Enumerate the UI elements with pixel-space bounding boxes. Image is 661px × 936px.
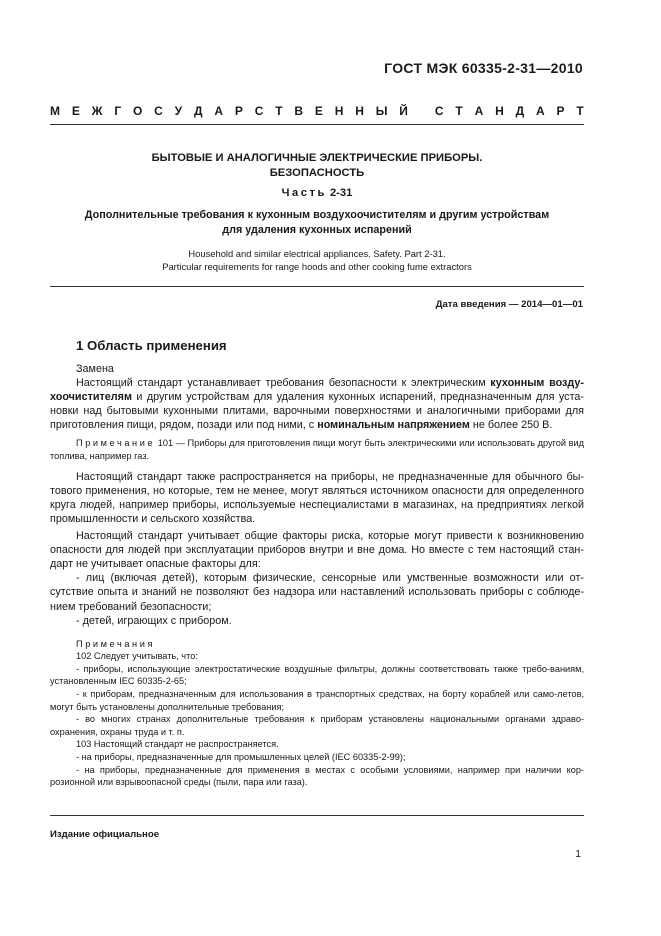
banner-letter: А — [535, 104, 545, 118]
introduction-date: Дата введения — 2014—01—01 — [435, 299, 583, 310]
official-edition-label: Издание официальное — [50, 829, 160, 840]
scope-paragraph-3: Настоящий стандарт учитывает общие факторы риска, которые могут привести к возникновению опасности для людей при эксплуатации приборов внутри и вне дома. Но вместе с тем настоящий стан-дарт не учитывает опасные факторы для: — [50, 530, 584, 571]
banner-letter: В — [294, 104, 304, 118]
english-title — [50, 247, 584, 273]
part-number: 2-31 — [329, 187, 353, 199]
subtitle-line-2: для удаления кухонных испарений — [222, 223, 412, 236]
banner-letter: Й — [399, 104, 408, 118]
section-heading: 1 Область применения — [76, 338, 227, 353]
banner-letter: Н — [334, 104, 344, 118]
note-102: 102 Следует учитывать, что: — [76, 651, 198, 662]
document-code: ГОСТ МЭК 60335-2-31—2010 — [384, 60, 583, 76]
banner-letter: Р — [234, 104, 243, 118]
banner-letter: С — [434, 104, 444, 118]
banner-letter: Ж — [91, 104, 103, 118]
banner-letter: О — [133, 104, 143, 118]
notes-block: Примечания 102 Следует учитывать, что: - приборы, использующие электростатические воздушные фильтры, должны соответствовать также требо-ваниям, установленным IEC 60335-2-65; - к приборам, предназначенным для использования в транспортных средствах, на борту кораблей или само-летов, могут быть установлены дополнительные требования; - во многих странах дополнительные требования к приборам установлены национальными органами здраво-охранения, охраны труда и т. п. 103 Настоящий стандарт не распространяется. - на приборы, предназначенные для промышленных целей (IEC 60335-2-99); - на приборы, предназначенные для применения в местах с особыми условиями, например при наличии кор-розионной или взрывоопасной среды (пыли, пара или газа). — [50, 638, 584, 788]
section-body — [50, 362, 584, 789]
note-101: Примечание 101 — Приборы для приготовления пищи могут быть электрическими или использовать другой вид топлива, например газ. — [50, 438, 584, 462]
title-line-2: БЕЗОПАСНОСТЬ — [269, 167, 365, 179]
replacement-label: Замена — [76, 363, 114, 375]
banner-letter: Е — [71, 104, 80, 118]
banner-letter: Д — [193, 104, 203, 118]
banner-letter: Т — [275, 104, 283, 118]
banner-letter: А — [474, 104, 484, 118]
title-rule — [50, 286, 584, 287]
list-item: - на приборы, предназначенные для промышленных целей (IEC 60335-2-99); — [76, 752, 406, 763]
banner-letter: Д — [515, 104, 525, 118]
list-item: - приборы, использующие электростатические воздушные фильтры, должны соответствовать также требо-ваниям, установленным IEC 60335-2-65; — [50, 663, 584, 687]
part-word: Часть — [281, 187, 327, 199]
title-line-1: БЫТОВЫЕ И АНАЛОГИЧНЫЕ ЭЛЕКТРИЧЕСКИЕ ПРИБОРЫ. — [151, 152, 483, 164]
scope-paragraph-2: Настоящий стандарт также распространяется на приборы, не предназначенные для обычного бы-тового применения, но которые, тем не менее, могут являться источником опасности для определенного круга людей, например приборы, используемые неспециалистами в магазинах, на предприятиях легкой промышленности и сельского хозяйства. — [50, 470, 584, 525]
interstate-standard-banner — [50, 104, 584, 118]
note-103: 103 Настоящий стандарт не распространяется. — [76, 739, 279, 750]
banner-letter: Р — [556, 104, 565, 118]
banner-letter: Т — [455, 104, 463, 118]
banner-letter — [420, 104, 423, 118]
footer-rule — [50, 815, 584, 816]
banner-letter: Н — [495, 104, 504, 118]
banner-letter: Н — [355, 104, 364, 118]
top-rule — [50, 124, 584, 125]
banner-letter: М — [50, 104, 60, 118]
part-label — [50, 187, 584, 199]
list-item: - детей, играющих с прибором. — [76, 614, 232, 627]
page-number: 1 — [575, 849, 581, 860]
banner-letter: С — [154, 104, 163, 118]
banner-letter: Т — [576, 104, 584, 118]
banner-letter: Е — [314, 104, 323, 118]
banner-letter: Г — [114, 104, 122, 118]
banner-letter: Ы — [375, 104, 388, 118]
english-title-line-1: Household and similar electrical appliances. Safety. Part 2-31. — [188, 248, 446, 259]
english-title-line-2: Particular requirements for range hoods and other cooking fume extractors — [162, 261, 472, 272]
list-item: - лиц (включая детей), которым физические, сенсорные или умственные возможности или от-сутствие опыта и знаний не позволяют без надзора или наставлений использовать приборы с соблюде-нием требований безопасности; — [50, 572, 584, 613]
scope-paragraph-1: Настоящий стандарт устанавливает требования безопасности к электрическим кухонным возду-хоочистителям и другим устройствам для удаления кухонных испарений, предназначенным для уста-новки над бытовыми кухонными плитами, варочными поверхностями и аналогичными приборами для приготовления пищи, рядом, позади или под ними, с номинальным напряжением не более 250 В. — [50, 377, 584, 432]
subtitle-line-1: Дополнительные требования к кухонным воздухоочистителям и другим устройствам — [84, 209, 550, 221]
document-subtitle — [50, 208, 584, 237]
document-title — [50, 151, 584, 181]
banner-letter: А — [214, 104, 224, 118]
banner-letter: У — [174, 104, 183, 118]
list-item: - к приборам, предназначенным для использования в транспортных средствах, на борту кораблей или само-летов, могут быть установлены дополнительные требования; — [50, 689, 584, 712]
list-item: - на приборы, предназначенные для применения в местах с особыми условиями, например при наличии кор-розионной или взрывоопасной среды (пыли, пара или газа). — [50, 764, 584, 788]
list-item: - во многих странах дополнительные требования к приборам установлены национальными органами здраво-охранения, охраны труда и т. п. — [50, 714, 584, 737]
banner-letter: С — [254, 104, 264, 118]
